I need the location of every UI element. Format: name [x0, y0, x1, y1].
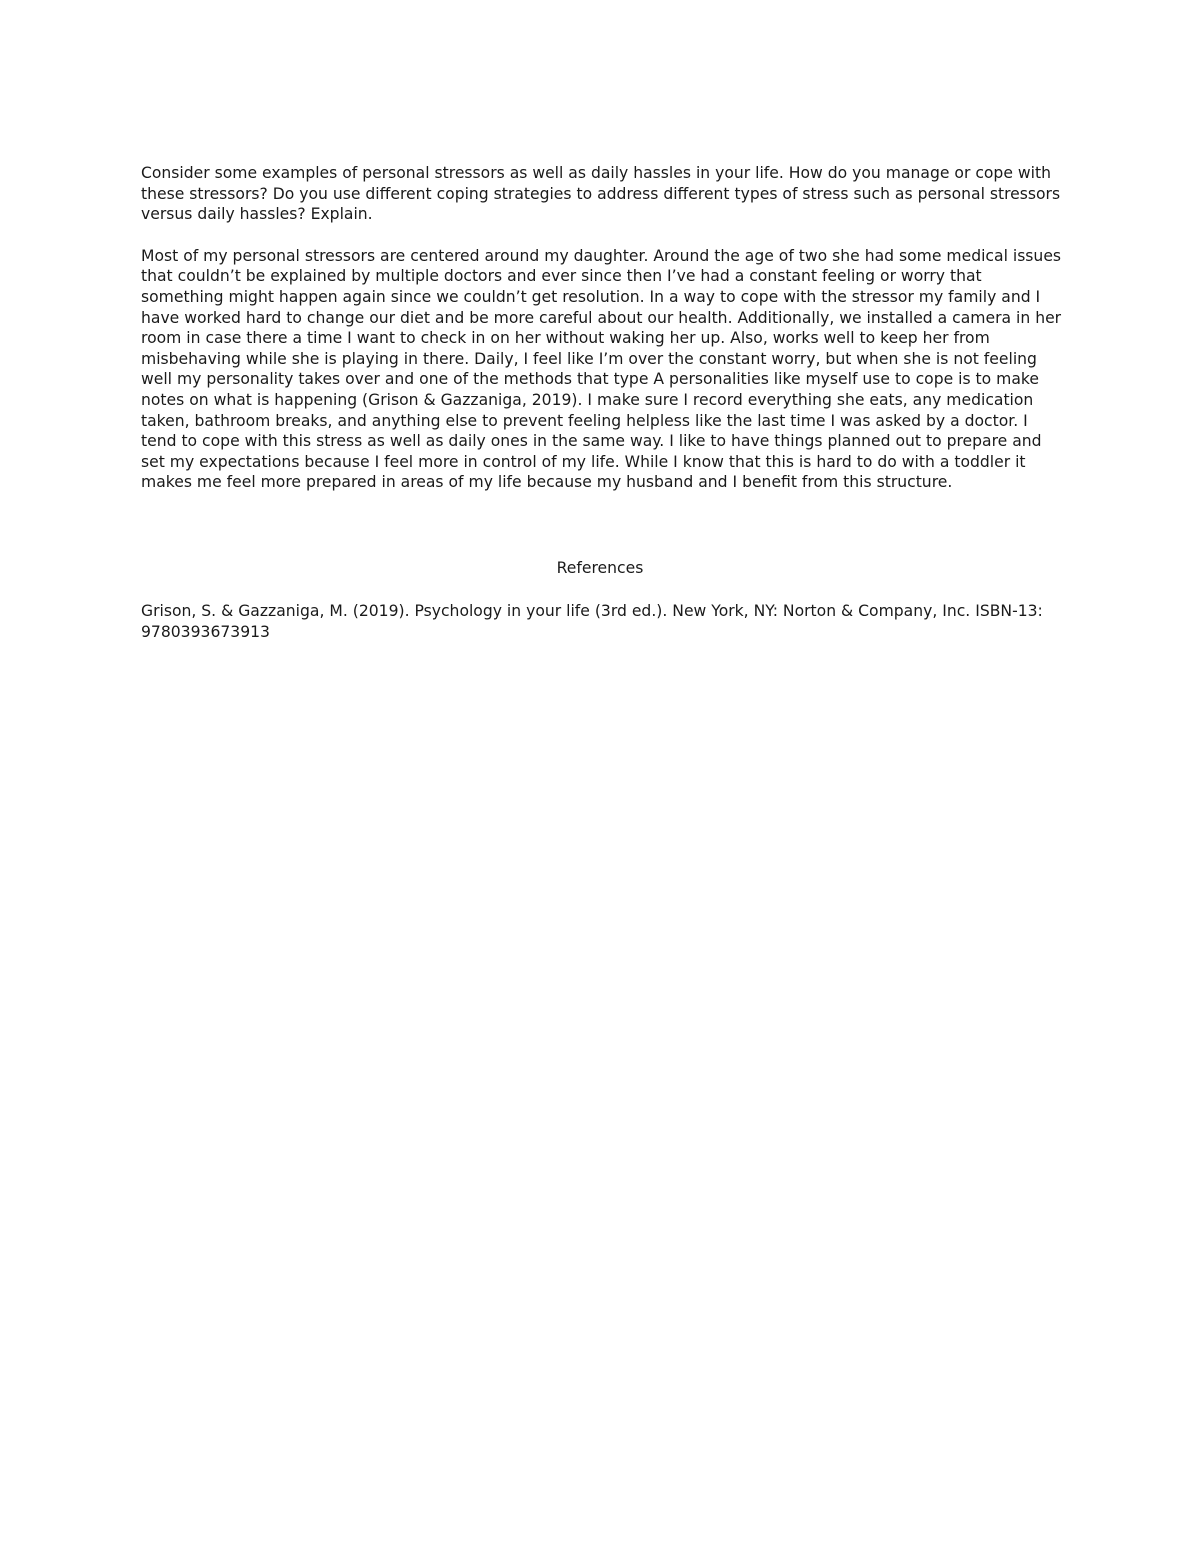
document-body	[141, 163, 1063, 493]
reference-entry: Grison, S. & Gazzaniga, M. (2019). Psychology in your life (3rd ed.). New York, NY: Norton & Company, Inc. ISBN-13: 9780393673913	[141, 602, 1043, 641]
prompt-paragraph: Consider some examples of personal stressors as well as daily hassles in your life. How do you manage or cope with these stressors? Do you use different coping strategies to address different types of stress such as personal stressors versus daily hassles? Explain.	[141, 164, 1061, 224]
answer-paragraph: Most of my personal stressors are centered around my daughter. Around the age of two she had some medical issues that couldn’t be explained by multiple doctors and ever since then I’ve had a constant feeling or worry that something might happen again since we couldn’t get resolution. In a way to cope with the stressor my family and I have worked hard to change our diet and be more careful about our health. Additionally, we installed a camera in her room in case there a time I want to check in on her without waking her up. Also, works well to keep her from misbehaving while she is playing in there. Daily, I feel like I’m over the constant worry, but when she is not feeling well my personality takes over and one of the methods that type A personalities like myself use to cope is to make notes on what is happening (Grison & Gazzaniga, 2019). I make sure I record everything she eats, any medication taken, bathroom breaks, and anything else to prevent feeling helpless like the last time I was asked by a doctor. I tend to cope with this stress as well as daily ones in the same way. I like to have things planned out to prepare and set my expectations because I feel more in control of my life. While I know that this is hard to do with a toddler it makes me feel more prepared in areas of my life because my husband and I benefit from this structure.	[141, 246, 1062, 492]
references-heading: References	[556, 559, 644, 577]
